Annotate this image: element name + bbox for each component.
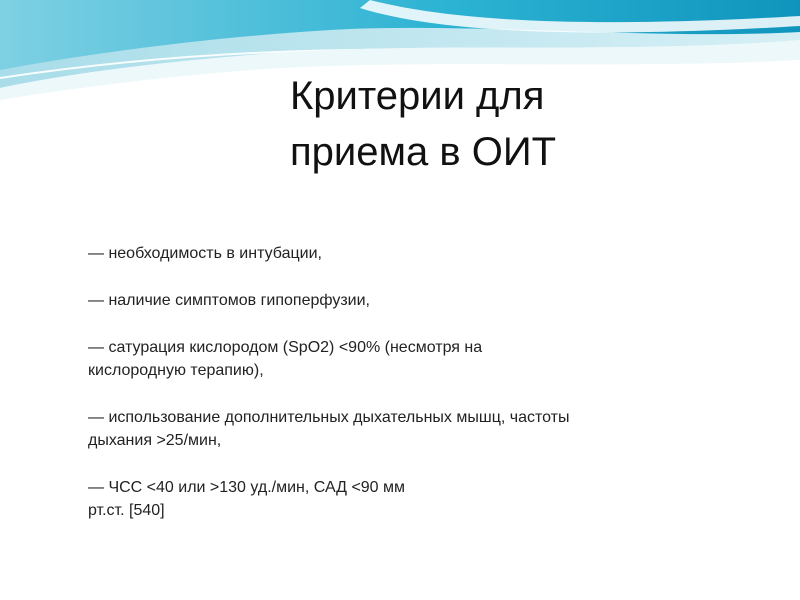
criteria-line: рт.ст. [540] <box>88 502 165 519</box>
criteria-item <box>88 476 728 522</box>
criteria-line: — использование дополнительных дыхательных мышц, частоты <box>88 409 570 426</box>
criteria-item <box>88 242 728 265</box>
criteria-item <box>88 336 728 382</box>
criteria-list <box>88 242 728 546</box>
criteria-line: кислородную терапию), <box>88 362 264 379</box>
criteria-item <box>88 406 728 452</box>
title-line-2: приема в ОИТ <box>290 130 557 174</box>
criteria-line: — наличие симптомов гипоперфузии, <box>88 292 370 309</box>
criteria-line: — необходимость в интубации, <box>88 245 322 262</box>
criteria-line: — ЧСС <40 или >130 уд./мин, САД <90 мм <box>88 479 406 496</box>
slide-title <box>290 68 750 180</box>
criteria-item <box>88 289 728 312</box>
criteria-line: — сатурация кислородом (SpO2) <90% (несмотря на <box>88 339 483 356</box>
criteria-line: дыхания >25/мин, <box>88 432 222 449</box>
title-line-1: Критерии для <box>290 74 545 118</box>
